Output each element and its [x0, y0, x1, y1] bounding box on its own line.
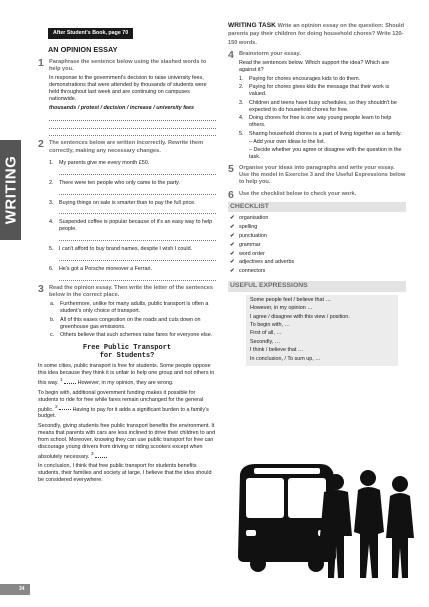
task-2	[38, 140, 216, 281]
student-silhouettes	[320, 470, 414, 578]
gap-blank[interactable]	[64, 383, 76, 384]
task-6	[228, 188, 406, 201]
answer-line[interactable]	[59, 233, 216, 241]
expression-item: First of all, …	[250, 330, 282, 337]
task-number: 6	[228, 188, 234, 201]
essay-paragraph: To begin with, additional government funding makes it possible for students to ride for free while fares remain unchanged for the general public. $^2$ Having to pay for it adds a significant burden to a family's budget.	[38, 389, 209, 420]
check-icon: ✔	[230, 241, 235, 248]
source-sentence: In response to the government's decision to raise university fees, demonstrations that were attended by thousands of students were held throughout last week and are continuing on campuses nationwide.	[49, 75, 207, 103]
task-intro: Read the sentences below. Which support the idea? Which are against it?	[239, 59, 390, 73]
expression-item: To begin with, …	[250, 322, 290, 329]
task-instruction: Brainstorm your essay.	[239, 50, 301, 57]
incorrect-sentence: 2. There were ten people who only came to the party.	[49, 179, 180, 186]
sentence-option: b. All of this eases congestion on the roads and cuts down on greenhouse gas emissions.	[50, 316, 201, 330]
expression-item: Secondly, …	[250, 338, 281, 345]
task-number: 5	[228, 163, 234, 176]
incorrect-sentence: 1. My parents give me every month £50.	[49, 159, 150, 166]
students-book-reference: After Student's Book, page 70	[48, 28, 133, 39]
task-number: 4	[228, 48, 234, 61]
task-1	[38, 59, 216, 136]
incorrect-sentence: 4. Suspended coffee is popular because of it's an easy way to help people.	[49, 219, 213, 233]
sentence-option: c. Others believe that such schemes raise fares for everyone else.	[50, 332, 213, 339]
checklist-item[interactable]: ✔ word order	[230, 250, 265, 257]
checklist-item[interactable]: ✔ adjectives and adverbs	[230, 259, 295, 266]
task-instruction: Paraphrase the sentence below using the slashed words to help you.	[49, 59, 207, 73]
list-item: 4. Doing chores for free is one way young people learn to help others.	[239, 115, 392, 128]
slashed-words: thousands / protest / decision / increase / university fees	[49, 105, 194, 112]
check-icon: ✔	[230, 215, 235, 222]
answer-line[interactable]	[59, 167, 216, 175]
page-number: 34	[0, 584, 30, 595]
expression-item: I agree / disagree with this view / position.	[250, 313, 350, 320]
task-5	[228, 165, 406, 186]
incorrect-sentence: 5. I can't afford to buy brand names, despite I wish I could.	[49, 246, 193, 253]
task-instruction: The sentences below are written incorrectly. Rewrite them correctly, making any necessary changes.	[49, 140, 204, 154]
expression-item: In conclusion, / To sum up, …	[250, 355, 321, 362]
gap-number: 1	[60, 377, 63, 383]
check-icon: ✔	[230, 250, 235, 257]
useful-expressions-box	[246, 295, 398, 366]
writing-task-heading: WRITING TASK	[228, 22, 276, 29]
list-item: 2. Paying for chores gives kids the message that their work is valued.	[239, 84, 390, 98]
check-icon: ✔	[230, 259, 235, 266]
section-tab-writing: WRITING	[0, 140, 21, 240]
gap-number: 2	[55, 403, 58, 409]
answer-line[interactable]	[59, 273, 216, 281]
task-4	[228, 48, 406, 161]
sub-instruction: – Add your own ideas to the list.	[249, 139, 326, 145]
task-3	[38, 285, 216, 339]
right-column	[228, 22, 406, 366]
check-icon: ✔	[230, 224, 235, 231]
task-number: 3	[38, 283, 44, 296]
task-number: 1	[38, 57, 44, 70]
bus-students-illustration	[228, 456, 418, 581]
answer-line[interactable]	[59, 253, 216, 261]
list-item: 1. Paying for chores encourages kids to do them.	[239, 75, 361, 82]
answer-line[interactable]	[49, 114, 216, 122]
essay-type-title: AN OPINION ESSAY	[48, 44, 118, 54]
task-instruction: Organise your ideas into paragraphs and write your essay. Use the model in Exercise 3 and the Useful Expressions below to help you.	[239, 165, 406, 186]
answer-line[interactable]	[59, 187, 216, 195]
incorrect-sentence: 6. He's got a Porsche moreover a Ferrari.	[49, 266, 153, 273]
sentence-option: a. Furthermore, unlike for many adults, public transport is often a student's only choice of transport.	[50, 301, 209, 315]
gap-blank[interactable]	[95, 457, 107, 458]
answer-line[interactable]	[49, 129, 216, 137]
check-icon: ✔	[230, 233, 235, 240]
list-item: 3. Children and teens have busy schedules, so they shouldn't be expected to do household chores for free.	[239, 99, 397, 113]
check-icon: ✔	[230, 268, 235, 275]
writing-task-prompt: Write an opinion essay on the question: Should parents pay their children for doing household chores? Write 120-150 words.	[228, 23, 405, 46]
essay-paragraph: Secondly, giving students free public transport benefits the environment. It means that parents with cars are less inclined to drive their children to and from school. Moreover, knowing they can use public transport for free can discourage young drivers from driving or riding scooters except when absolutely necessary. $^3$	[38, 423, 216, 460]
list-item: 5. Sharing household chores is a part of living together as a family.	[239, 130, 402, 137]
gap-number: 3	[90, 450, 94, 456]
expression-item: I think / believe that …	[250, 347, 304, 354]
checklist-item[interactable]: ✔ grammar	[230, 241, 261, 248]
answer-line[interactable]	[59, 206, 216, 214]
checklist-item[interactable]: ✔ connectors	[230, 268, 266, 275]
task-number: 2	[38, 138, 44, 151]
task-instruction: Read the opinion essay. Then write the letter of the sentences below in the correct place.	[49, 285, 214, 299]
checklist-item[interactable]: ✔ organisation	[230, 215, 269, 222]
gap-blank[interactable]	[59, 409, 71, 410]
incorrect-sentence: 3. Buying things on sale is smarter than to pay the full price.	[49, 199, 196, 206]
sub-instruction: – Decide whether you agree or disagree with the question in the task.	[249, 147, 402, 161]
useful-expressions-heading: USEFUL EXPRESSIONS	[228, 281, 406, 292]
checklist-item[interactable]: ✔ punctuation	[230, 233, 267, 240]
answer-line[interactable]	[49, 121, 216, 129]
task-instruction: Use the checklist below to check your work.	[239, 190, 357, 197]
expression-item: However, in my opinion …	[250, 305, 313, 312]
expression-item: Some people feel / believe that …	[250, 296, 331, 303]
essay-paragraph: In some cities, public transport is free for students. Some people oppose this idea because they think it is unfair to help one group and not others in this way. $^1$ However, in my opinion, they are wrong.	[38, 363, 215, 386]
opinion-essay	[38, 344, 216, 484]
checklist	[228, 215, 406, 275]
writing-task	[228, 22, 406, 47]
essay-paragraph: In conclusion, I think that free public transport for students benefits students, their families and society at large. I believe that the idea should be considered everywhere.	[38, 463, 212, 484]
essay-title: Free Public Transport for Students?	[82, 344, 172, 361]
left-column	[38, 28, 216, 487]
checklist-item[interactable]: ✔ spelling	[230, 224, 258, 231]
checklist-heading: CHECKLIST	[228, 202, 406, 213]
